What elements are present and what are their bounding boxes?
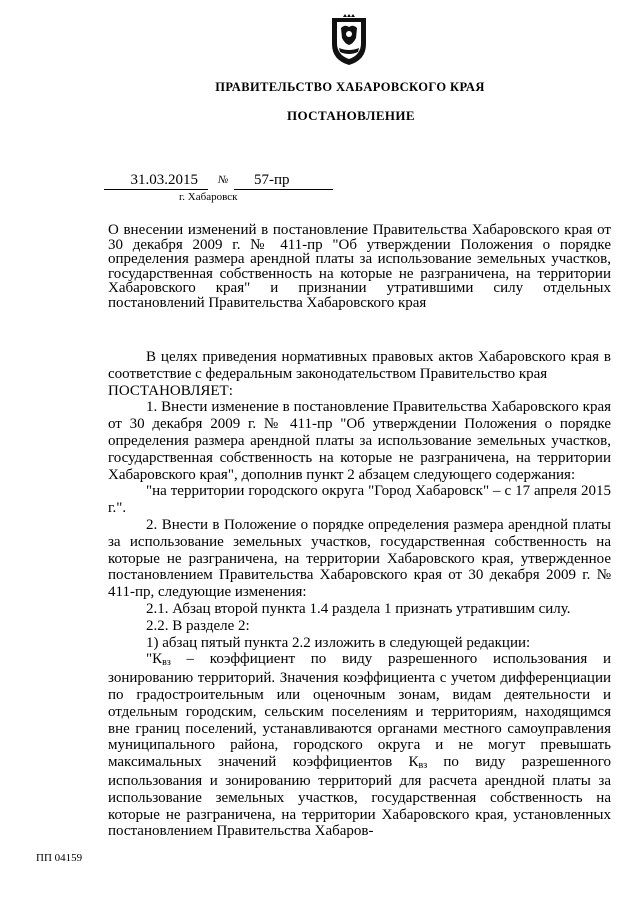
paragraph: 2.2. В разделе 2: — [146, 617, 250, 634]
coat-of-arms-emblem — [329, 14, 369, 66]
paragraph: "Квз – коэффициент по виду разрешенного использования и зонированию территорий. Значения коэффициента с учетом дифференциации по градостроительным или оценочным зонам, видам деятельности и отдельным городским, сельским поселениям и территориям, находящимся вне границ поселений, устанавливаются органами местного самоуправления муниципального района, городского округа и не могут превышать максимальных значений коэффициентов Квз по виду разрешенного использования и зонированию территорий для расчета арендной платы за использование земельных участков, государственная собственность на которые не разграничена, на территории Хабаровского края, установленных постановлением Правительства Хабаров- — [108, 651, 611, 840]
number-sign: № — [218, 174, 229, 186]
paragraph: 1) абзац пятый пункта 2.2 изложить в следующей редакции: — [146, 634, 531, 651]
document-number: 57-пр — [234, 172, 333, 190]
paragraph: 2. Внести в Положение о порядке определения размера арендной платы за использование земельных участков, государственная собственность на которые не разграничена, на территории Хабаровского края, утвержденное постановлением Правительства Хабаровского края от 30 декабря 2009 г. № 411-пр, следующие изменения: — [108, 516, 611, 601]
paragraph: ПОСТАНОВЛЯЕТ: — [108, 382, 233, 399]
document-body — [108, 349, 611, 840]
city: г. Хабаровск — [179, 191, 238, 203]
paragraph: 1. Внести изменение в постановление Правительства Хабаровского края от 30 декабря 2009 г. № 411-пр "Об утверждении Положения о порядке определения размера арендной платы за использование земельных участков, государственная собственность на которые не разграничена, на территории Хабаровского края", дополнив пункт 2 абзацем следующего содержания: — [108, 399, 611, 483]
paragraph: В целях приведения нормативных правовых актов Хабаровского края в соответствие с федеральным законодательством Правительство края — [108, 349, 611, 382]
document-type: ПОСТАНОВЛЕНИЕ — [286, 108, 416, 123]
document-date: 31.03.2015 — [104, 172, 208, 190]
date-number-line — [104, 172, 344, 192]
document-title: О внесении изменений в постановление Правительства Хабаровского края от 30 декабря 2009 г. № 411-пр "Об утверждении Положения о порядке определения размера арендной платы за использование земельных участков, государственная собственность на которые не разграничена, на территории Хабаровского края" и признании утратившими силу отдельных постановлений Правительства Хабаровского края — [108, 222, 611, 311]
paragraph: 2.1. Абзац второй пункта 1.4 раздела 1 признать утратившим силу. — [146, 600, 571, 617]
government-name: ПРАВИТЕЛЬСТВО ХАБАРОВСКОГО КРАЯ — [215, 80, 485, 94]
footer-code: ПП 04159 — [36, 852, 83, 864]
paragraph: "на территории городского округа "Город Хабаровск" – с 17 апреля 2015 г.". — [108, 483, 611, 517]
